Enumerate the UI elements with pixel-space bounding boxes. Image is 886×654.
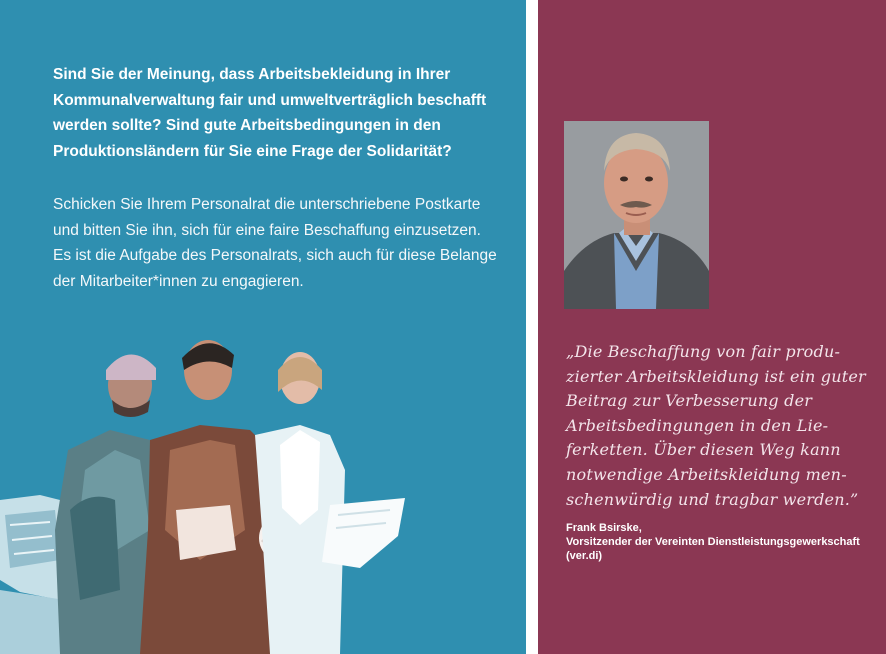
- body-text: Schicken Sie Ihrem Personalrat die unterschriebene Postkarte und bitten Sie ihn, sich für eine faire Beschaffung einzusetzen. Es ist die Aufgabe des Personalrats, sich auch für diese Belange der Mitarbeiter*innen zu engagieren.: [53, 196, 497, 290]
- quote-text: „Die Beschaffung von fair produzierter Arbeitskleidung ist ein guter Beitrag zur Verbesserung der Arbeitsbedingungen in den Lieferketten. Über diesen Weg kann notwendige Arbeitskleidung menschenwürdig und tragbar werden.”: [566, 342, 866, 509]
- attribution-name: Frank Bsirske,: [566, 522, 642, 534]
- attribution-title: Vorsitzender der Vereinten Dienstleistungsgewerkschaft (ver.di): [566, 536, 860, 562]
- intro-question: Sind Sie der Meinung, dass Arbeitsbekleidung in Ihrer Kommunalverwaltung fair und umweltverträglich beschafft werden sollte? Sind gute Arbeitsbedingungen in den Produktionsländern für Sie eine Frage der Solidarität?: [53, 66, 487, 160]
- portrait-photo: [564, 121, 709, 309]
- right-panel: [538, 0, 886, 654]
- workers-illustration: [0, 330, 526, 654]
- worker-right: [255, 352, 405, 654]
